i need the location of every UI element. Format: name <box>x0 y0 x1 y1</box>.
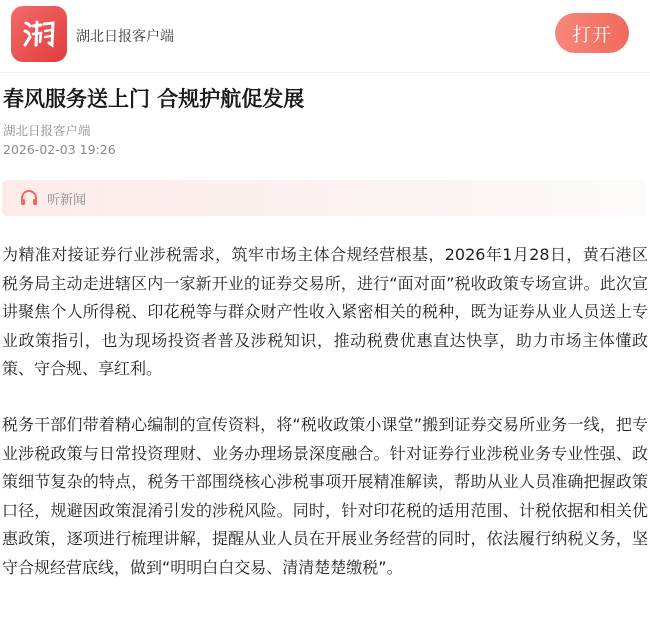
hubei-daily-logo-icon[interactable] <box>11 6 67 62</box>
article-source: 湖北日报客户端 <box>3 123 91 138</box>
listen-news-label: 听新闻 <box>47 192 87 208</box>
open-app-button[interactable]: 打开 <box>555 13 629 53</box>
app-name: 湖北日报客户端 <box>76 29 174 45</box>
article-paragraph: 为精准对接证券行业涉税需求，筑牢市场主体合规经营根基，2026年1月28日，黄石港区税务局主动走进辖区内一家新开业的证券交易所，进行“面对面”税收政策专场宣讲。此次宣讲聚焦个人所得税、印花税等与群众财产性收入紧密相关的税种，既为证券从业人员送上专业政策指引，也为现场投资者普及涉税知识，推动税费优惠直达快享，助力市场主体懂政策、守合规、享红利。 <box>2 245 648 379</box>
article-paragraph: 税务干部们带着精心编制的宣传资料，将“税收政策小课堂”搬到证券交易所业务一线，把专业涉税政策与日常投资理财、业务办理场景深度融合。针对证券行业涉税业务专业性强、政策细节复杂的特点，税务干部围绕核心涉税事项开展精准解读，帮助从业人员准确把握政策口径，规避因政策混淆引发的涉税风险。同时，针对印花税的适用范围、计税依据和相关优惠政策，逐项进行梳理讲解，提醒从业人员在开展业务经营的同时，依法履行纳税义务，坚守合规经营底线，做到“明明白白交易、清清楚楚缴税”。 <box>2 415 648 577</box>
article-title: 春风服务送上门 合规护航促发展 <box>3 87 305 111</box>
article-date: 2026-02-03 19:26 <box>3 142 116 157</box>
app-download-banner <box>0 0 650 73</box>
listen-news-bar[interactable] <box>2 180 646 216</box>
headphones-icon <box>18 188 40 208</box>
